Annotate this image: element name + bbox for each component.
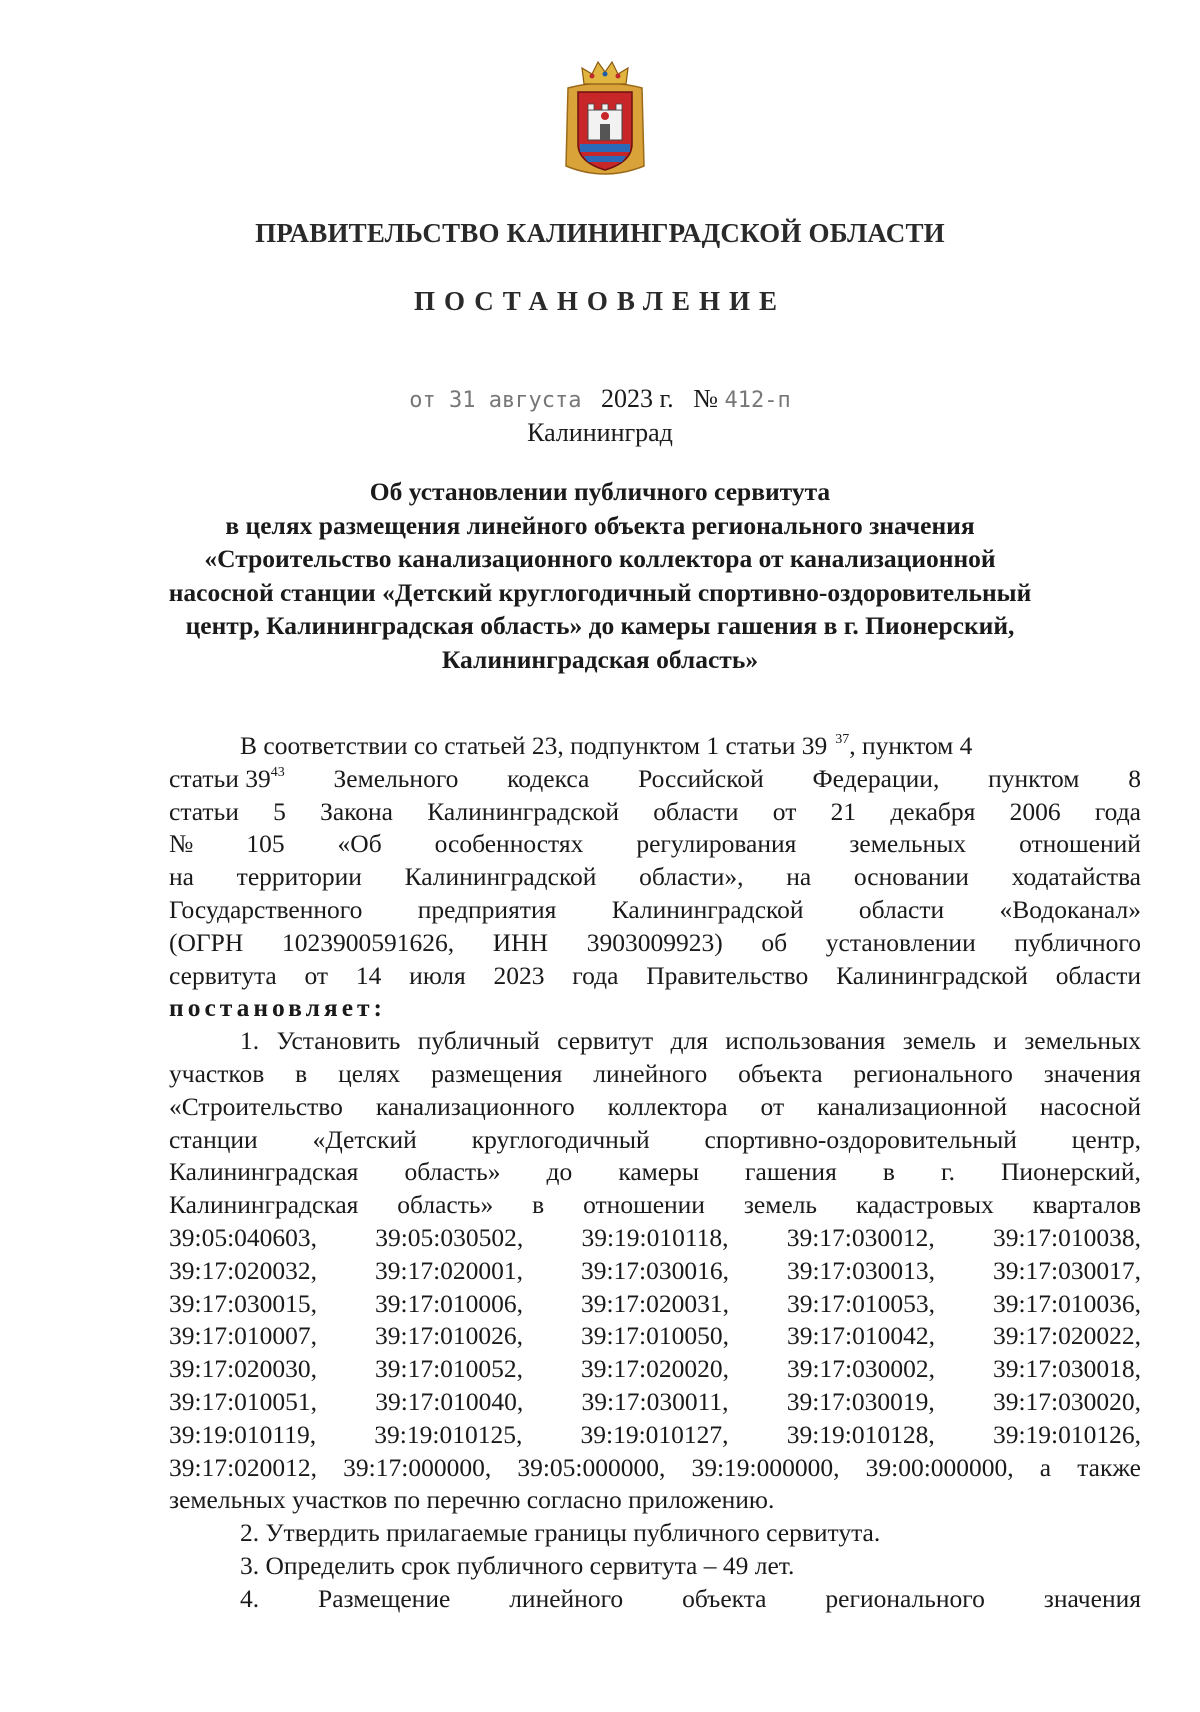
superscript: 37 [835,732,850,747]
word: до [546,1157,573,1187]
word: декабря [890,796,976,826]
word: на [786,862,812,892]
document-year: 2023 г. [600,384,674,413]
word: круглогодичный [471,1124,650,1154]
cadastral-quarter: 39:17:030020, [992,1386,1141,1416]
cadastral-quarter: 39:17:010040, [375,1386,524,1416]
cadastral-quarter: 39:17:010051, [169,1386,318,1416]
cadastral-quarter: 39:17:010050, [580,1321,730,1351]
organization-name: ПРАВИТЕЛЬСТВО КАЛИНИНГРАДСКОЙ ОБЛАСТИ [255,218,945,248]
word: Калининградская [169,1157,359,1187]
word: регулирования [636,829,797,859]
word: объекта [738,1058,823,1088]
item1-line [169,1452,1141,1485]
word: Правительство [646,960,809,990]
preamble-text: , пунктом 4 [849,731,973,760]
word: ходатайства [1011,862,1141,892]
item3-line [169,1550,1141,1583]
word: Калининградской [404,862,597,892]
word: а [1039,1452,1052,1482]
word: камеры [618,1157,699,1187]
word: и [993,1026,1007,1056]
word: для [670,1026,708,1056]
word: 39:17:000000, [343,1452,492,1482]
word: сервитут [557,1026,654,1056]
word: 4. [240,1583,260,1613]
cadastral-quarter: 39:17:030019, [786,1386,935,1416]
document-type: ПОСТАНОВЛЕНИЕ [413,286,787,316]
word: кварталов [1032,1190,1141,1220]
cadastral-quarter: 39:17:010042, [786,1321,935,1351]
word: 1023900591626, [281,927,455,957]
word: «Детский [312,1124,417,1154]
word: также [1077,1452,1141,1482]
document-city: Калининград [527,418,673,447]
word: Федерации, [812,763,940,793]
cadastral-quarter: 39:17:030015, [169,1288,318,1318]
word: основании [853,862,969,892]
word: в [532,1190,545,1220]
word: использования [725,1026,886,1056]
word: 39:00:000000, [865,1452,1014,1482]
word: кодекса [507,763,590,793]
cadastral-quarter: 39:19:010128, [786,1419,935,1449]
cadastral-quarter: 39:19:010126, [992,1419,1141,1449]
word: статьи [169,796,239,826]
word: на [169,862,194,892]
preamble-line [169,894,1141,927]
word: в [882,1157,895,1187]
word: сервитута [169,960,277,990]
word: 2006 [1009,796,1061,826]
word: Закона [320,796,393,826]
cadastral-quarter: 39:17:030011, [581,1386,729,1416]
cadastral-quarter: 39:19:010125, [374,1419,523,1449]
word: установлении [825,927,976,957]
cadastral-quarter: 39:17:030002, [786,1354,935,1384]
superscript: 43 [270,764,285,780]
word: Государственного [169,894,363,924]
word: 8 [1128,763,1141,793]
cadastral-quarter: 39:17:020001, [374,1255,524,1285]
document-number: 412-п [724,388,791,413]
cadastral-quarter: 39:17:030018, [992,1354,1141,1384]
cadastral-quarter: 39:17:010053, [786,1288,935,1318]
word: территории [236,862,362,892]
word: отношений [1019,829,1141,859]
preamble-line [169,796,1141,829]
word: 21 [830,796,857,826]
word: области [1055,960,1141,990]
cadastral-quarter: 39:17:020022, [992,1321,1141,1351]
word: 5 [273,796,286,826]
word: от [304,960,329,990]
word: канализационного [375,1091,575,1121]
word: пунктом [988,763,1080,793]
word: публичный [417,1026,540,1056]
item1-line [169,1025,1141,1058]
word: размещения [431,1058,563,1088]
cadastral-quarter: 39:17:010026, [374,1321,524,1351]
word: области [653,796,739,826]
word: публичного [1014,927,1141,957]
word: Калининградская [169,1190,359,1220]
cadastral-quarter: 39:17:030013, [786,1255,935,1285]
word: отношении [583,1190,705,1220]
document-body [169,730,1141,1616]
word: 3903009923) [586,927,723,957]
quarters-row [169,1419,1141,1452]
title-line: Калининградская область» [441,644,759,674]
word: в [295,1058,308,1088]
quarters-row [169,1320,1141,1353]
cadastral-quarter: 39:17:030017, [992,1255,1141,1285]
cadastral-quarter: 39:17:020030, [169,1354,318,1384]
word: земельных [849,829,967,859]
word: участков [169,1058,265,1088]
preamble-line [169,861,1141,894]
word: 105 [246,829,285,859]
word: г. [940,1157,955,1187]
word: регионального [853,1058,1013,1088]
word: насосной [1039,1091,1141,1121]
preamble-line [169,960,1141,993]
coat-of-arms-emblem [562,58,648,180]
quarters-row [169,1222,1141,1255]
cadastral-quarter: 39:17:030012, [786,1222,935,1252]
word: особенностях [434,829,584,859]
word: Калининградской [836,960,1028,990]
word: линейного [593,1058,708,1088]
word: станции [169,1124,258,1154]
word: Установить [276,1026,401,1056]
word: значения [1043,1058,1141,1088]
item1-line [169,1484,1141,1517]
item2-line [169,1517,1141,1550]
document-title [120,475,1080,676]
word: предприятия [417,894,557,924]
word: регионального [825,1583,985,1613]
preamble-text: В соответствии со статьей 23, подпунктом 1 статьи 39 [240,731,828,760]
item1-line [169,1058,1141,1091]
item1-line [169,1091,1141,1124]
word: Калининградской [427,796,620,826]
word: Размещение [318,1583,451,1613]
preamble-text: статьи 39 [169,763,271,793]
title-line: «Строительство канализационного коллектора от канализационной [204,544,996,573]
item1-line [169,1124,1141,1157]
resolves-line [169,992,1141,1025]
cadastral-quarter: 39:17:020031, [580,1288,730,1318]
word: земель [902,1026,976,1056]
cadastral-quarter: 39:05:040603, [169,1222,318,1252]
item3-text: 3. Определить срок публичного сервитута – 49 лет. [240,1550,795,1580]
cadastral-quarter: 39:19:010119, [169,1419,317,1449]
cadastral-quarter: 39:05:030502, [375,1222,524,1252]
word: центр, [1071,1124,1141,1154]
cadastral-quarter: 39:19:010118, [581,1222,729,1252]
cadastral-quarter: 39:17:010007, [169,1321,318,1351]
item1-text: земельных участков по перечню согласно приложению. [169,1485,775,1515]
cadastral-quarter: 39:19:010127, [580,1419,729,1449]
cadastral-quarter: 39:17:020032, [169,1255,318,1285]
word: области», [639,862,744,892]
quarters-row [169,1255,1141,1288]
preamble-line [169,927,1141,960]
word: кадастровых [855,1190,994,1220]
word: область» [404,1157,501,1187]
word: «Строительство [169,1091,343,1121]
word: Пионерский, [1001,1157,1141,1187]
document-date-line [0,384,1200,414]
quarters-row [169,1353,1141,1386]
word: область» [397,1190,494,1220]
preamble-line [169,828,1141,861]
word: года [1094,796,1141,826]
word: 14 [355,960,382,990]
preamble-line [169,763,1141,796]
word: земельных [1024,1026,1141,1056]
word: «Об [337,829,382,859]
cadastral-quarter: 39:17:010038, [992,1222,1141,1252]
word: Калининградской [611,894,804,924]
word: Российской [638,763,764,793]
word: 39:05:000000, [517,1452,666,1482]
word: спортивно-оздоровительный [704,1124,1017,1154]
word: целях [338,1058,401,1088]
item1-line [169,1156,1141,1189]
document-date: от 31 августа [409,388,582,413]
word: об [761,927,788,957]
title-line: центр, Калининградская область» до камеры гашения в г. Пионерский, [185,611,1015,640]
word: гашения [745,1157,837,1187]
word: ИНН [492,927,548,957]
word: области [858,894,945,924]
preamble-line [169,730,1141,763]
word: 39:19:000000, [691,1452,840,1482]
word: от [760,1091,785,1121]
title-line: Об установлении публичного сервитута [369,477,831,506]
item2-text: 2. Утвердить прилагаемые границы публичного сервитута. [240,1518,881,1548]
cadastral-quarter: 39:17:020020, [580,1354,730,1384]
word: 2023 [493,960,545,990]
word: земель [743,1190,818,1220]
item4-line [169,1583,1141,1616]
word: «Водоканал» [999,894,1141,924]
word: коллектора [607,1091,728,1121]
word: канализационной [817,1091,1008,1121]
number-sign: № [693,384,718,413]
word: значения [1043,1583,1141,1613]
cadastral-quarter: 39:17:010052, [374,1354,524,1384]
word: года [572,960,619,990]
cadastral-quarter: 39:17:010006, [374,1288,524,1318]
cadastral-quarters-list [169,1222,1141,1452]
word: (ОГРН [169,927,244,957]
word: июля [409,960,466,990]
quarters-row [169,1288,1141,1321]
word: от [772,796,797,826]
word: 39:17:020012, [169,1452,318,1482]
word: Земельного [333,763,459,793]
title-line: насосной станции «Детский круглогодичный спортивно-оздоровительный [168,577,1032,607]
word: 1. [240,1026,260,1056]
cadastral-quarter: 39:17:030016, [580,1255,730,1285]
title-line: в целях размещения линейного объекта регионального значения [225,510,975,540]
cadastral-quarter: 39:17:010036, [992,1288,1141,1318]
word: № [169,829,194,859]
word: линейного [509,1583,624,1613]
word: объекта [682,1583,767,1613]
quarters-row [169,1386,1141,1419]
resolves-word: постановляет: [169,993,387,1023]
item1-line [169,1189,1141,1222]
